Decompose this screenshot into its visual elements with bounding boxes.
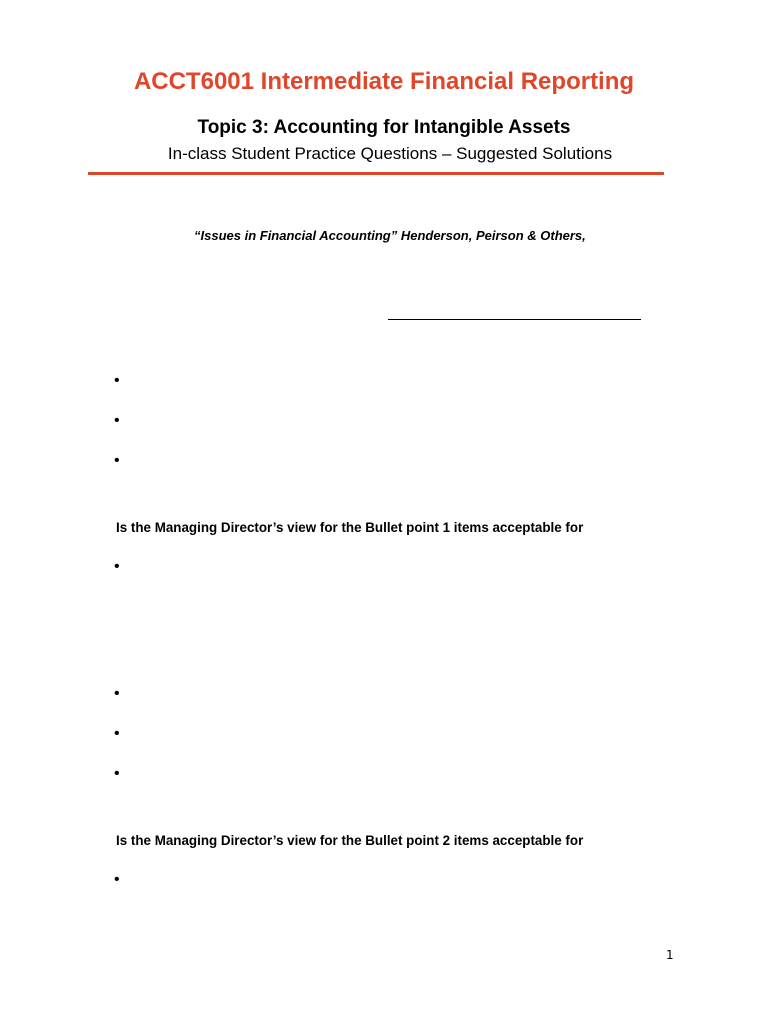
- page-number: 1: [666, 948, 674, 962]
- reference-citation: “Issues in Financial Accounting” Henderson, Peirson & Others,: [194, 228, 586, 243]
- bullet-point: •: [114, 412, 120, 429]
- bullet-point: •: [114, 558, 120, 575]
- topic-title: Topic 3: Accounting for Intangible Assets: [197, 117, 571, 138]
- question-bullet-1: Is the Managing Director’s view for the Bullet point 1 items acceptable for: [116, 520, 584, 535]
- bullet-point: •: [114, 452, 120, 469]
- bullet-point: •: [114, 725, 120, 742]
- bullet-point: •: [114, 871, 120, 888]
- bullet-point: •: [114, 685, 120, 702]
- document-subtitle: In-class Student Practice Questions – Suggested Solutions: [167, 144, 613, 163]
- bullet-point: •: [114, 372, 120, 389]
- bullet-point: •: [114, 765, 120, 782]
- question-bullet-2: Is the Managing Director’s view for the Bullet point 2 items acceptable for: [116, 833, 584, 848]
- answer-blank-line: [388, 319, 641, 320]
- header-divider: [88, 172, 664, 175]
- course-title: ACCT6001 Intermediate Financial Reporting: [133, 68, 635, 95]
